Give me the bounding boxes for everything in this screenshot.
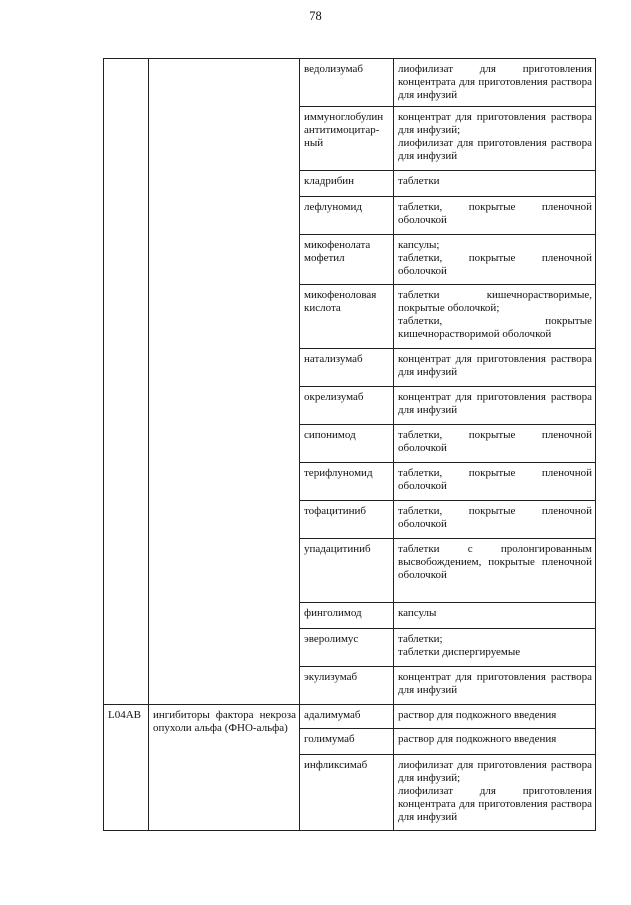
drug-name-cell: лефлуномид	[300, 197, 394, 235]
dosage-form-line: таблетки;	[398, 633, 443, 645]
dosage-form-cell	[394, 197, 596, 235]
dosage-form-cell	[394, 425, 596, 463]
dosage-form-line: таблетки с пролонгированным высвобождением, покрытые пленочной оболочкой	[398, 543, 592, 581]
dosage-form-cell	[394, 59, 596, 107]
table-row	[104, 705, 596, 729]
drug-name-cell: экулизумаб	[300, 667, 394, 705]
dosage-form-cell	[394, 603, 596, 629]
dosage-form-line: концентрат для приготовления раствора для инфузий;	[398, 111, 592, 136]
dosage-form-cell	[394, 755, 596, 831]
drug-name-cell: терифлуномид	[300, 463, 394, 501]
drug-name-cell: инфликсимаб	[300, 755, 394, 831]
dosage-form-cell	[394, 729, 596, 755]
dosage-form-line: таблетки, покрытые пленочной оболочкой	[398, 429, 592, 454]
dosage-form-line: лиофилизат для приготовления концентрата для приготовления раствора для инфузий	[398, 785, 592, 823]
dosage-form-line: концентрат для приготовления раствора для инфузий	[398, 391, 592, 416]
dosage-form-line: капсулы	[398, 607, 437, 619]
dosage-form-line: таблетки, покрытые пленочной оболочкой	[398, 252, 592, 277]
atc-code-cell: L04AB	[104, 705, 149, 831]
dosage-form-cell	[394, 235, 596, 285]
drug-name-cell: окрелизумаб	[300, 387, 394, 425]
dosage-form-cell	[394, 285, 596, 349]
dosage-form-line: таблетки кишечнорастворимые, покрытые оболочкой;	[398, 289, 592, 314]
dosage-form-line: таблетки диспергируемые	[398, 646, 521, 658]
dosage-form-cell	[394, 387, 596, 425]
dosage-form-line: лиофилизат для приготовления раствора для инфузий;	[398, 759, 592, 784]
dosage-form-cell	[394, 171, 596, 197]
table-row	[104, 59, 596, 107]
group-name-cell	[149, 59, 300, 705]
drug-table	[103, 58, 596, 831]
dosage-form-line: таблетки, покрытые пленочной оболочкой	[398, 505, 592, 530]
drug-name-cell: сипонимод	[300, 425, 394, 463]
code-cell	[104, 59, 149, 705]
drug-name-cell: тофацитиниб	[300, 501, 394, 539]
dosage-form-cell	[394, 463, 596, 501]
drug-name-cell: упадацитиниб	[300, 539, 394, 603]
drug-name-cell: адалимумаб	[300, 705, 394, 729]
dosage-form-line: таблетки, покрытые пленочной оболочкой	[398, 201, 592, 226]
dosage-form-line: раствор для подкожного введения	[398, 733, 557, 745]
dosage-form-cell	[394, 349, 596, 387]
dosage-form-cell	[394, 107, 596, 171]
dosage-form-cell	[394, 501, 596, 539]
drug-name-cell: кладрибин	[300, 171, 394, 197]
dosage-form-line: капсулы;	[398, 239, 440, 251]
drug-name-cell: ведолизумаб	[300, 59, 394, 107]
drug-name-cell: иммуноглобулин антитимоцитар-ный	[300, 107, 394, 171]
dosage-form-line: лиофилизат для приготовления концентрата для приготовления раствора для инфузий	[398, 63, 592, 101]
drug-name-cell: голимумаб	[300, 729, 394, 755]
dosage-form-line: таблетки, покрытые кишечнорастворимой оболочкой	[398, 315, 592, 340]
drug-name-cell: микофеноловая кислота	[300, 285, 394, 349]
drug-name-cell: финголимод	[300, 603, 394, 629]
dosage-form-cell	[394, 539, 596, 603]
dosage-form-line: лиофилизат для приготовления раствора для инфузий	[398, 137, 592, 162]
dosage-form-line: концентрат для приготовления раствора для инфузий	[398, 353, 592, 378]
dosage-form-cell	[394, 705, 596, 729]
dosage-form-cell	[394, 629, 596, 667]
dosage-form-line: таблетки, покрытые пленочной оболочкой	[398, 467, 592, 492]
page-number: 78	[309, 9, 322, 23]
dosage-form-cell	[394, 667, 596, 705]
drug-name-cell: эверолимус	[300, 629, 394, 667]
dosage-form-line: таблетки	[398, 175, 440, 187]
dosage-form-line: раствор для подкожного введения	[398, 709, 557, 721]
dosage-form-line: концентрат для приготовления раствора для инфузий	[398, 671, 592, 696]
atc-group-name-cell: ингибиторы фактора некроза опухоли альфа (ФНО-альфа)	[149, 705, 300, 831]
drug-name-cell: микофенолата мофетил	[300, 235, 394, 285]
drug-name-cell: натализумаб	[300, 349, 394, 387]
